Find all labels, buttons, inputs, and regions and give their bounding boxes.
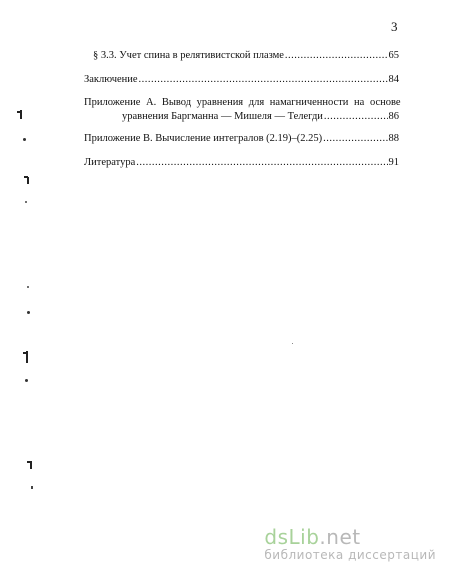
scan-artifact-mark bbox=[20, 110, 22, 119]
toc-entry-section-3-3[interactable] bbox=[93, 50, 399, 62]
scan-artifact-mark bbox=[31, 486, 33, 489]
toc-entry-appendix-b[interactable] bbox=[84, 133, 399, 145]
toc-leader-dots bbox=[323, 133, 387, 145]
toc-entry-literature[interactable] bbox=[84, 157, 399, 169]
scan-artifact-mark bbox=[25, 379, 28, 382]
toc-entry-title: Заключение bbox=[84, 74, 138, 85]
dslib-subtitle: библиотека диссертаций bbox=[264, 548, 436, 562]
scan-artifact-mark bbox=[23, 352, 27, 354]
scan-artifact-mark bbox=[27, 286, 29, 288]
dslib-logo bbox=[264, 526, 436, 548]
scan-artifact-mark bbox=[27, 177, 29, 184]
toc-leader-dots bbox=[136, 157, 387, 169]
scan-artifact-mark bbox=[292, 343, 293, 344]
scan-artifact-mark bbox=[24, 176, 28, 178]
toc-entry-page: 88 bbox=[388, 133, 399, 144]
toc-entry-conclusion[interactable] bbox=[84, 74, 399, 86]
toc-entry-page: 91 bbox=[388, 157, 399, 168]
page-number: 3 bbox=[391, 19, 398, 34]
scan-artifact-mark bbox=[25, 201, 27, 203]
toc-entry-title: уравнения Баргманна — Мишеля — Телегди bbox=[122, 111, 323, 122]
toc-entry-page: 84 bbox=[388, 74, 399, 85]
toc-leader-dots bbox=[324, 111, 388, 123]
dslib-watermark bbox=[264, 526, 436, 562]
scan-artifact-mark bbox=[27, 311, 30, 314]
toc-entry-page: 86 bbox=[388, 111, 399, 122]
toc-entry-appendix-a[interactable] bbox=[122, 111, 399, 123]
toc-leader-dots bbox=[139, 74, 388, 86]
toc-leader-dots bbox=[285, 50, 388, 62]
scan-artifact-mark bbox=[17, 111, 20, 113]
scan-artifact-mark bbox=[30, 461, 32, 469]
toc-entry-title: § 3.3. Учет спина в релятивистской плазме bbox=[93, 50, 284, 61]
dslib-logo-suffix: .net bbox=[319, 525, 361, 549]
toc-entry-title: Приложение В. Вычисление интегралов (2.19)–(2.25) bbox=[84, 133, 323, 144]
toc-entry-page: 65 bbox=[388, 50, 399, 61]
scan-artifact-mark bbox=[23, 138, 26, 141]
dslib-logo-main: dsLib bbox=[264, 525, 320, 549]
scan-artifact-mark bbox=[27, 461, 30, 463]
toc-entry-appendix-a-title-first-line: Приложение А. Вывод уравнения для намагниченности на основе bbox=[84, 97, 401, 108]
toc-entry-title: Литература bbox=[84, 157, 136, 168]
